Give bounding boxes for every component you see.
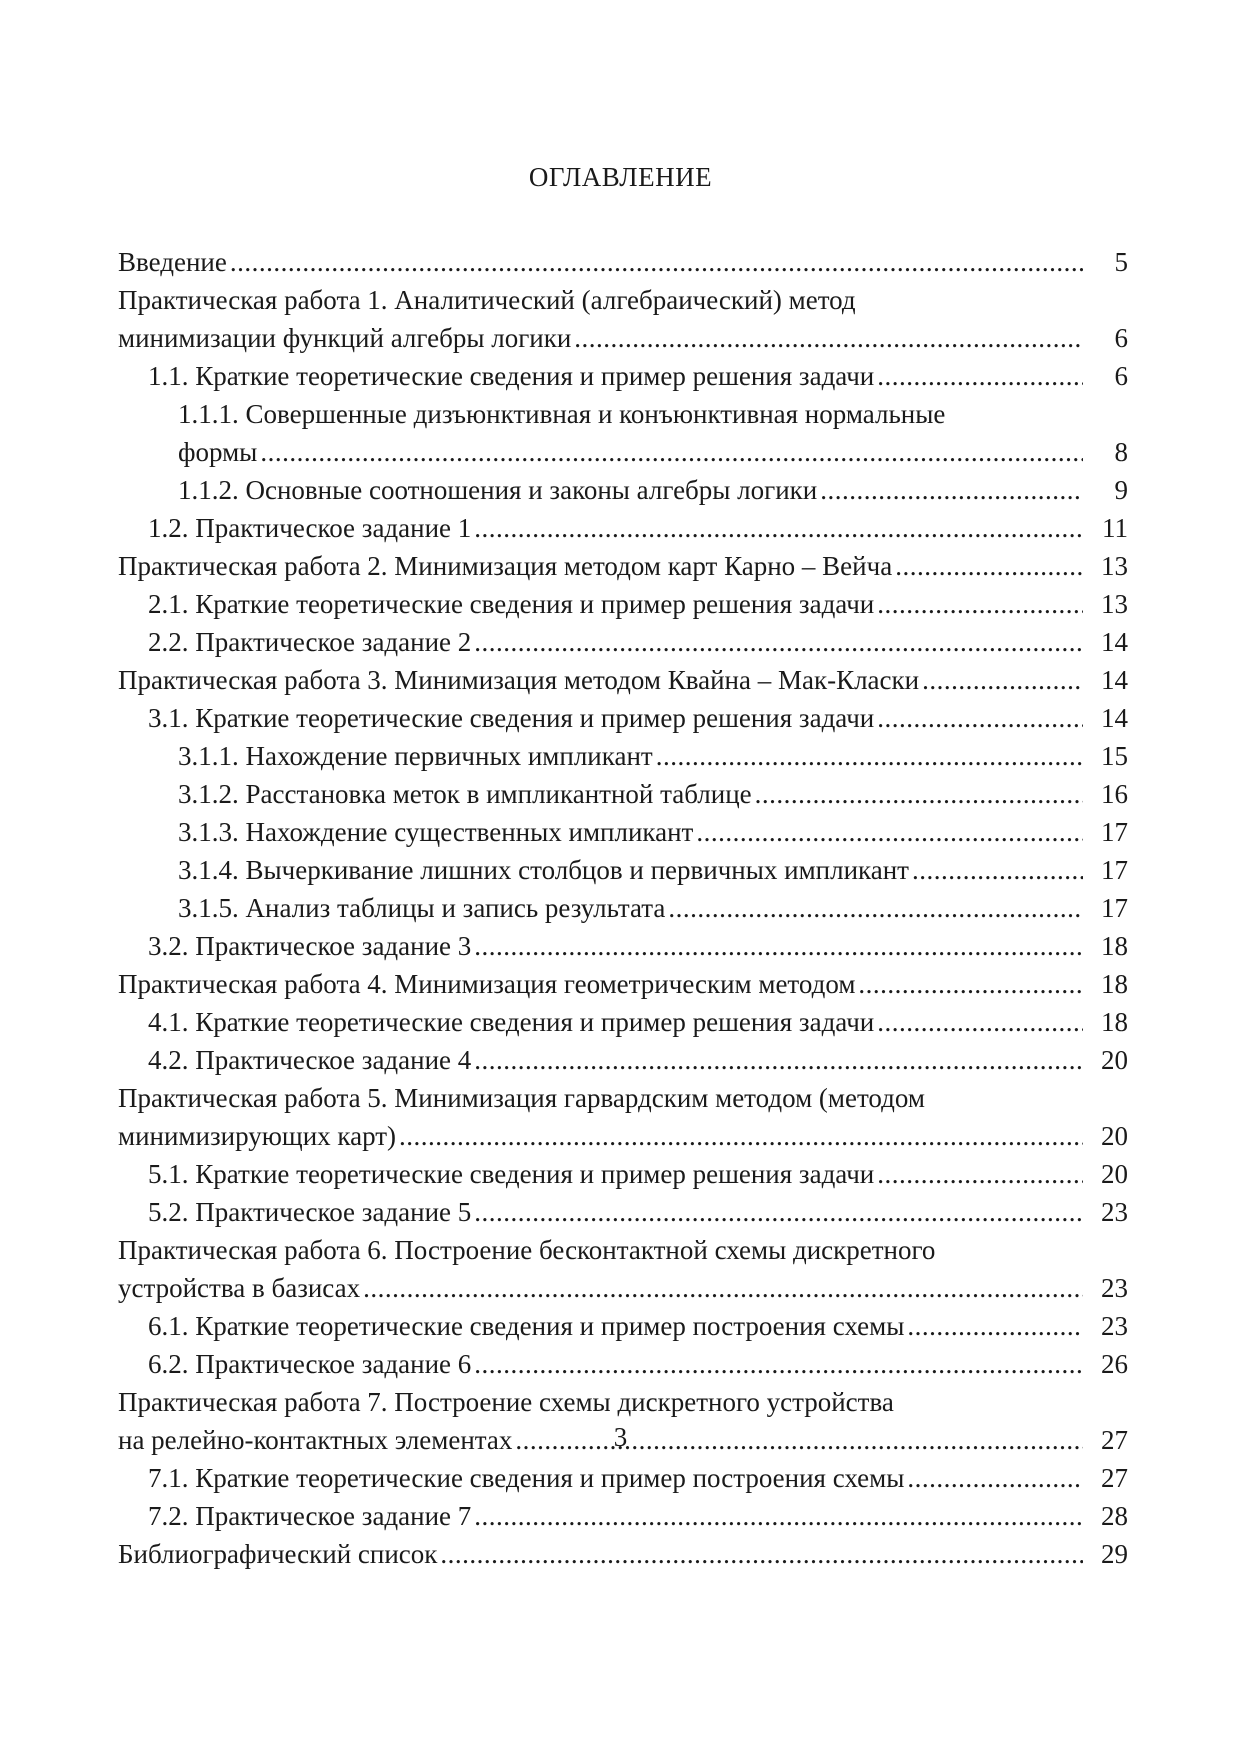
toc-entry-title: 3.1. Краткие теоретические сведения и пример решения задачи xyxy=(148,703,875,733)
toc-entry xyxy=(118,1003,1128,1041)
dot-leader xyxy=(260,433,1083,471)
toc-page-number: 17 xyxy=(1101,855,1128,885)
dot-leader xyxy=(440,1535,1083,1573)
dot-leader xyxy=(574,319,1083,357)
toc-entry-title: формы xyxy=(178,437,258,467)
toc-page-number: 18 xyxy=(1101,1007,1128,1037)
dot-leader xyxy=(912,851,1083,889)
toc-entry-title: Практическая работа 7. Построение схемы дискретного устройства xyxy=(118,1387,894,1417)
toc-page-number: 17 xyxy=(1101,817,1128,847)
toc-entry xyxy=(118,547,1128,585)
toc-entry xyxy=(118,585,1128,623)
toc-entry xyxy=(118,775,1128,813)
toc-page-number: 29 xyxy=(1101,1539,1128,1569)
toc-entry xyxy=(118,737,1128,775)
toc-entry xyxy=(118,1117,1128,1155)
dot-leader xyxy=(907,1459,1083,1497)
toc-page-number: 17 xyxy=(1101,893,1128,923)
toc-entry-title: 2.2. Практическое задание 2 xyxy=(148,627,472,657)
toc-page-number: 14 xyxy=(1101,703,1128,733)
toc-entry xyxy=(118,889,1128,927)
toc-entry-title: на релейно-контактных элементах xyxy=(118,1425,513,1455)
dot-leader xyxy=(656,737,1083,775)
dot-leader xyxy=(363,1269,1083,1307)
toc-page-number: 9 xyxy=(1114,475,1128,505)
toc-entry-title: 4.1. Краткие теоретические сведения и пример решения задачи xyxy=(148,1007,875,1037)
toc-entry-title: 1.1. Краткие теоретические сведения и пример решения задачи xyxy=(148,361,875,391)
toc-entry xyxy=(118,1459,1128,1497)
toc-entry xyxy=(118,1041,1128,1079)
toc-page-number: 27 xyxy=(1101,1425,1128,1455)
dot-leader xyxy=(474,1497,1083,1535)
toc-entry-title: 1.1.2. Основные соотношения и законы алгебры логики xyxy=(178,475,818,505)
dot-leader xyxy=(877,1155,1083,1193)
toc-entry xyxy=(118,319,1128,357)
toc-entry xyxy=(118,1535,1128,1573)
toc-entry xyxy=(118,1307,1128,1345)
toc-page-number: 5 xyxy=(1114,247,1128,277)
dot-leader xyxy=(474,1345,1083,1383)
toc-entry xyxy=(118,661,1128,699)
toc-entry xyxy=(118,851,1128,889)
toc-entry xyxy=(118,243,1128,281)
dot-leader xyxy=(755,775,1083,813)
dot-leader xyxy=(877,357,1083,395)
toc-entry-title: Практическая работа 1. Аналитический (алгебраический) метод xyxy=(118,285,856,315)
toc-entry-title: минимизирующих карт) xyxy=(118,1121,397,1151)
toc-page-number: 18 xyxy=(1101,969,1128,999)
toc-page-number: 14 xyxy=(1101,627,1128,657)
toc-entry-title: 6.2. Практическое задание 6 xyxy=(148,1349,472,1379)
toc-page-number: 6 xyxy=(1114,361,1128,391)
toc-entry-continuation xyxy=(118,1383,1128,1421)
toc-entry-title: 4.2. Практическое задание 4 xyxy=(148,1045,472,1075)
toc-entry-title: Практическая работа 4. Минимизация геометрическим методом xyxy=(118,969,856,999)
toc-page-number: 20 xyxy=(1101,1045,1128,1075)
toc-entry-continuation xyxy=(118,281,1128,319)
toc-page-number: 28 xyxy=(1101,1501,1128,1531)
toc-entry xyxy=(118,1345,1128,1383)
toc-entry-title: 1.1.1. Совершенные дизъюнктивная и конъюнктивная нормальные xyxy=(178,399,946,429)
dot-leader xyxy=(877,1003,1083,1041)
dot-leader xyxy=(907,1307,1083,1345)
toc-entry-title: Практическая работа 6. Построение бесконтактной схемы дискретного xyxy=(118,1235,936,1265)
page-number: 3 xyxy=(613,1422,628,1452)
toc-page-number: 23 xyxy=(1101,1197,1128,1227)
toc-entry-title: 3.1.1. Нахождение первичных импликант xyxy=(178,741,653,771)
toc-entry-title: 7.1. Краткие теоретические сведения и пример построения схемы xyxy=(148,1463,905,1493)
toc-page-number: 23 xyxy=(1101,1311,1128,1341)
page-title: ОГЛАВЛЕНИЕ xyxy=(528,162,713,192)
toc-page-number: 13 xyxy=(1101,551,1128,581)
toc-entry-title: Введение xyxy=(118,247,227,277)
toc-entry-title: устройства в базисах xyxy=(118,1273,361,1303)
toc-entry xyxy=(118,1497,1128,1535)
dot-leader xyxy=(820,471,1083,509)
toc-entry-title: 3.1.5. Анализ таблицы и запись результата xyxy=(178,893,666,923)
toc-page-number: 27 xyxy=(1101,1463,1128,1493)
toc-page-number: 13 xyxy=(1101,589,1128,619)
toc-entry-continuation xyxy=(118,1231,1128,1269)
dot-leader xyxy=(668,889,1083,927)
table-of-contents xyxy=(118,243,1128,1573)
toc-page-number: 20 xyxy=(1101,1159,1128,1189)
toc-page-number: 18 xyxy=(1101,931,1128,961)
toc-entry xyxy=(118,433,1128,471)
dot-leader xyxy=(474,623,1083,661)
dot-leader xyxy=(399,1117,1083,1155)
toc-entry xyxy=(118,927,1128,965)
toc-entry-title: Библиографический список xyxy=(118,1539,438,1569)
toc-entry-continuation xyxy=(118,395,1128,433)
toc-entry-title: 7.2. Практическое задание 7 xyxy=(148,1501,472,1531)
toc-entry-title: Практическая работа 5. Минимизация гарвардским методом (методом xyxy=(118,1083,925,1113)
toc-entry-title: 2.1. Краткие теоретические сведения и пример решения задачи xyxy=(148,589,875,619)
dot-leader xyxy=(230,243,1083,281)
toc-entry xyxy=(118,699,1128,737)
dot-leader xyxy=(877,699,1083,737)
toc-page-number: 15 xyxy=(1101,741,1128,771)
dot-leader xyxy=(877,585,1083,623)
toc-entry-title: 3.1.2. Расстановка меток в импликантной таблице xyxy=(178,779,752,809)
dot-leader xyxy=(922,661,1083,699)
toc-entry xyxy=(118,509,1128,547)
toc-page-number: 16 xyxy=(1101,779,1128,809)
toc-entry-title: 1.2. Практическое задание 1 xyxy=(148,513,472,543)
toc-page-number: 6 xyxy=(1114,323,1128,353)
toc-entry-title: 3.1.3. Нахождение существенных импликант xyxy=(178,817,694,847)
toc-entry xyxy=(118,471,1128,509)
dot-leader xyxy=(474,1193,1083,1231)
toc-entry-title: 5.2. Практическое задание 5 xyxy=(148,1197,472,1227)
toc-entry xyxy=(118,1193,1128,1231)
toc-entry-title: 5.1. Краткие теоретические сведения и пример решения задачи xyxy=(148,1159,875,1189)
dot-leader xyxy=(696,813,1083,851)
dot-leader xyxy=(474,1041,1083,1079)
toc-entry-title: 6.1. Краткие теоретические сведения и пример построения схемы xyxy=(148,1311,905,1341)
toc-entry-title: Практическая работа 3. Минимизация методом Квайна – Мак-Класки xyxy=(118,665,920,695)
toc-entry-title: минимизации функций алгебры логики xyxy=(118,323,572,353)
toc-entry-continuation xyxy=(118,1079,1128,1117)
toc-page-number: 20 xyxy=(1101,1121,1128,1151)
toc-page-number: 14 xyxy=(1101,665,1128,695)
toc-entry xyxy=(118,1269,1128,1307)
dot-leader xyxy=(895,547,1083,585)
toc-entry-title: Практическая работа 2. Минимизация методом карт Карно – Вейча xyxy=(118,551,893,581)
toc-entry-title: 3.1.4. Вычеркивание лишних столбцов и первичных импликант xyxy=(178,855,909,885)
toc-entry xyxy=(118,623,1128,661)
dot-leader xyxy=(474,927,1083,965)
toc-entry xyxy=(118,813,1128,851)
toc-page-number: 8 xyxy=(1114,437,1128,467)
dot-leader xyxy=(474,509,1083,547)
toc-entry-title: 3.2. Практическое задание 3 xyxy=(148,931,472,961)
toc-entry xyxy=(118,965,1128,1003)
toc-entry xyxy=(118,1155,1128,1193)
dot-leader xyxy=(858,965,1083,1003)
toc-page-number: 11 xyxy=(1102,513,1128,543)
toc-entry xyxy=(118,357,1128,395)
toc-page-number: 26 xyxy=(1101,1349,1128,1379)
toc-page-number: 23 xyxy=(1101,1273,1128,1303)
